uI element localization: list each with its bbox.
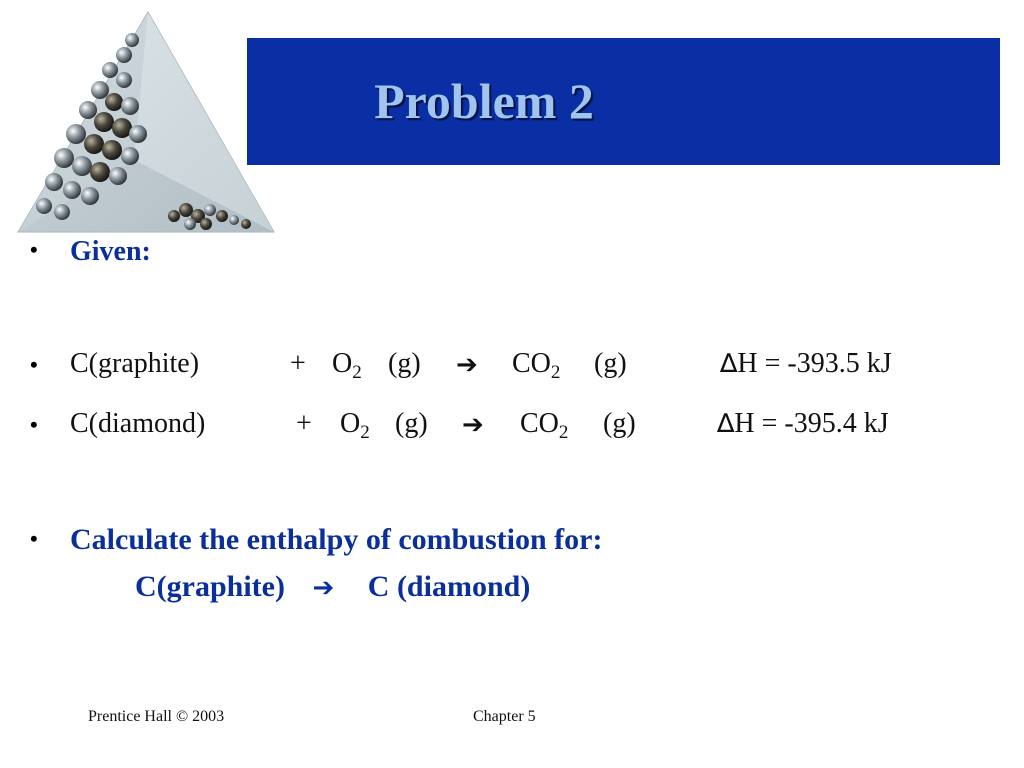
reaction-2-plus: + [296,408,312,439]
reaction-2-o2-state: (g) [395,408,428,439]
target-reaction [135,570,530,604]
reaction-2-reactant: C(diamond) [70,408,206,439]
target-product: C (diamond) [367,570,531,603]
delta-icon: ∆ [720,349,738,379]
reaction-1-o2: $O_2$ [332,348,362,383]
bullet-dot: • [30,237,38,262]
delta-icon: ∆ [717,409,735,439]
slide-title: Problem 2 [374,73,594,129]
calculate-prompt: Calculate the enthalpy of combustion for: [70,523,603,556]
reaction-1-plus: + [290,348,306,379]
reaction-1-reactant: C(graphite) [70,348,200,379]
bullet-dot: • [30,526,38,551]
reaction-line-2 [30,411,70,443]
given-line [30,236,151,268]
reaction-1-enthalpy: ∆H = -393.5 kJ [720,348,892,379]
reaction-1-co2-state: (g) [594,348,627,379]
bullet-dot: • [30,352,38,377]
target-reactant: C(graphite) [135,570,285,603]
reaction-1-o2-state: (g) [388,348,421,379]
reaction-2-co2: $CO_2$ [520,408,569,443]
footer-chapter: Chapter 5 [473,708,536,725]
reaction-2-enthalpy: ∆H = -395.4 kJ [717,408,889,439]
arrow-right-icon: ➔ [312,573,335,603]
reaction-2-o2: $O_2$ [340,408,370,443]
reaction-line-1 [30,351,70,383]
arrow-right-icon: ➔ [456,350,478,380]
arrow-right-icon: ➔ [462,410,484,440]
reaction-1-co2: $CO_2$ [512,348,561,383]
bullet-dot: • [30,412,38,437]
given-label: Given: [70,236,151,267]
calculate-line [30,523,602,557]
reaction-2-co2-state: (g) [603,408,636,439]
footer-publisher: Prentice Hall © 2003 [88,708,225,725]
